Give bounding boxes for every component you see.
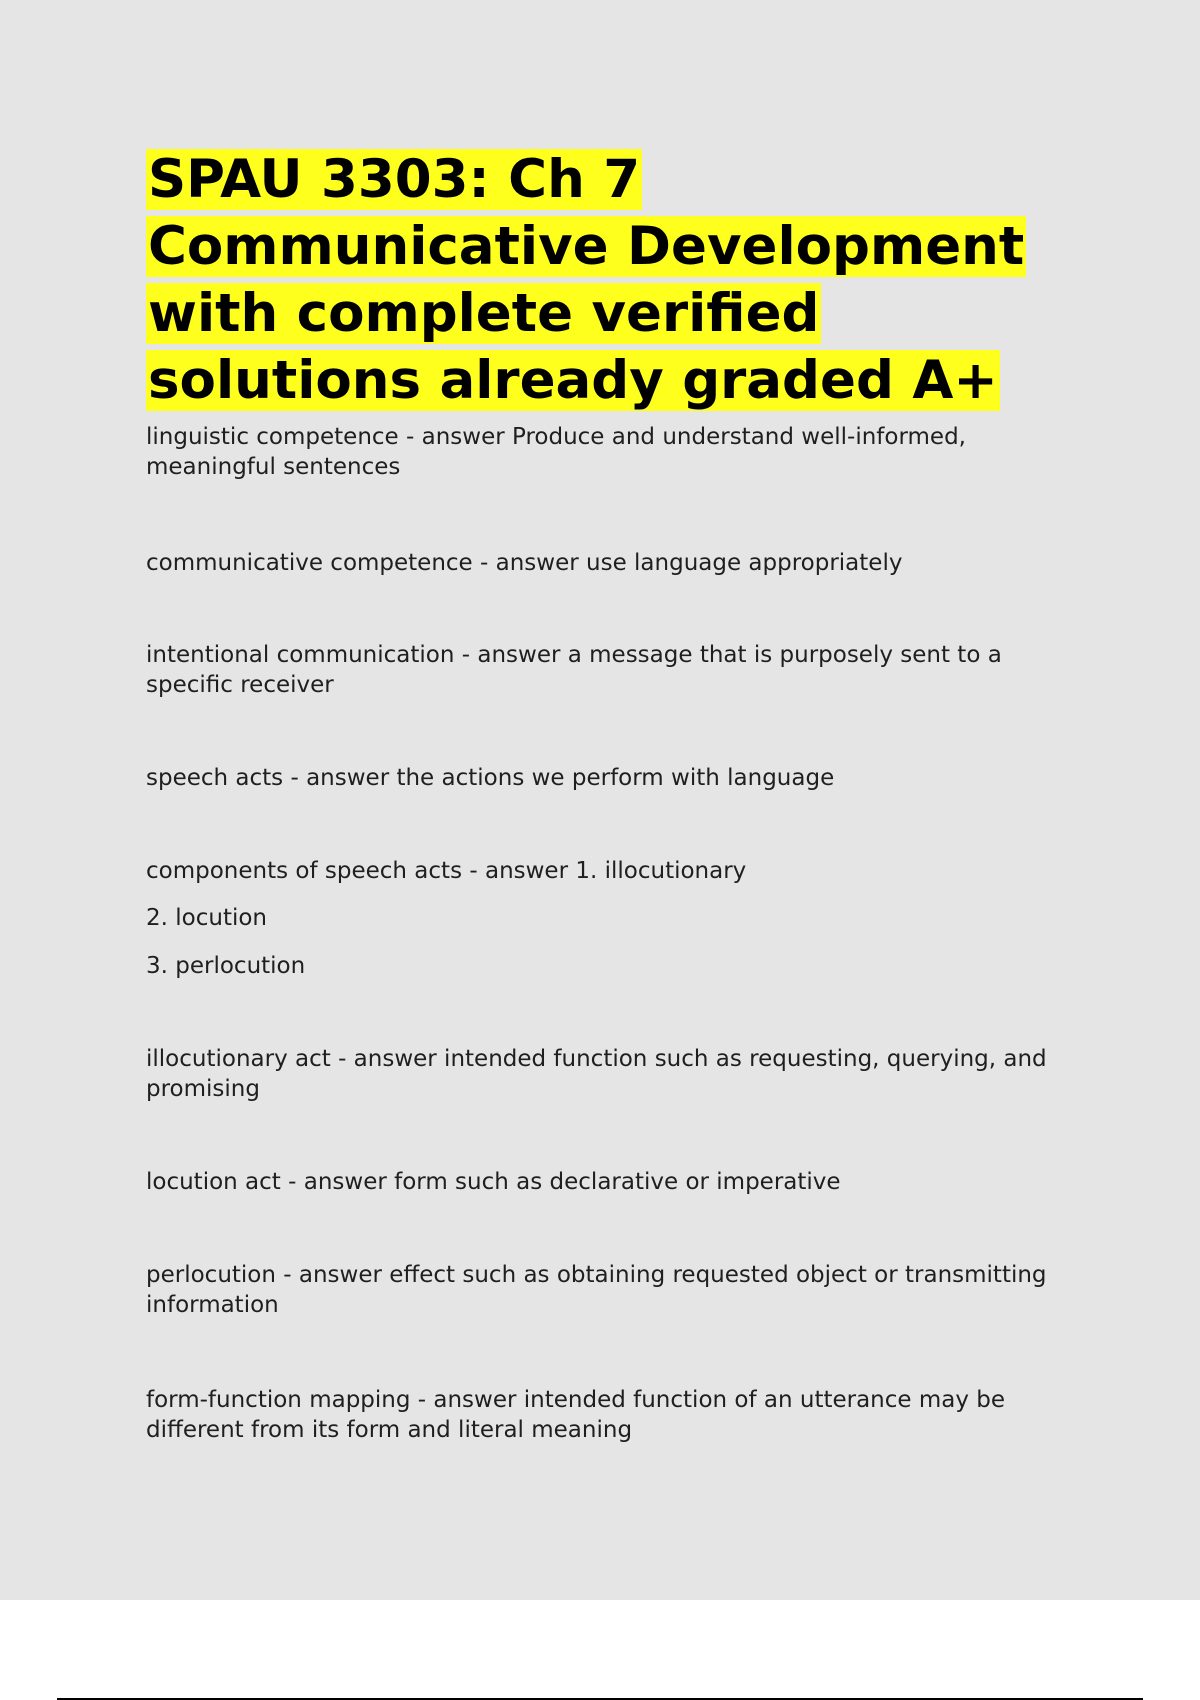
qa-entry-components-item-3: 3. perlocution bbox=[146, 953, 306, 979]
title-block bbox=[146, 146, 1066, 414]
title-highlight: SPAU 3303: Ch 7 Communicative Development with complete verified solutions already graded A+ bbox=[148, 149, 1025, 411]
qa-entry-speech-acts: speech acts - answer the actions we perform with language bbox=[146, 765, 835, 791]
qa-entry-communicative-competence: communicative competence - answer use language appropriately bbox=[146, 550, 903, 576]
qa-entry-intentional-communication: intentional communication - answer a message that is purposely sent to a specific receiver bbox=[146, 642, 1002, 698]
qa-entry-locution-act: locution act - answer form such as declarative or imperative bbox=[146, 1169, 841, 1195]
qa-entry-perlocution: perlocution - answer effect such as obtaining requested object or transmitting information bbox=[146, 1262, 1047, 1318]
qa-entry-components-of-speech-acts: components of speech acts - answer 1. illocutionary bbox=[146, 858, 747, 884]
qa-entry-illocutionary-act: illocutionary act - answer intended function such as requesting, querying, and promising bbox=[146, 1046, 1047, 1102]
qa-entry-linguistic-competence: linguistic competence - answer Produce and understand well-informed, meaningful sentences bbox=[146, 424, 966, 480]
qa-entry-form-function-mapping: form-function mapping - answer intended function of an utterance may be different from its form and literal meaning bbox=[146, 1387, 1006, 1443]
qa-entry-components-item-2: 2. locution bbox=[146, 905, 267, 931]
document-title bbox=[146, 146, 1066, 414]
